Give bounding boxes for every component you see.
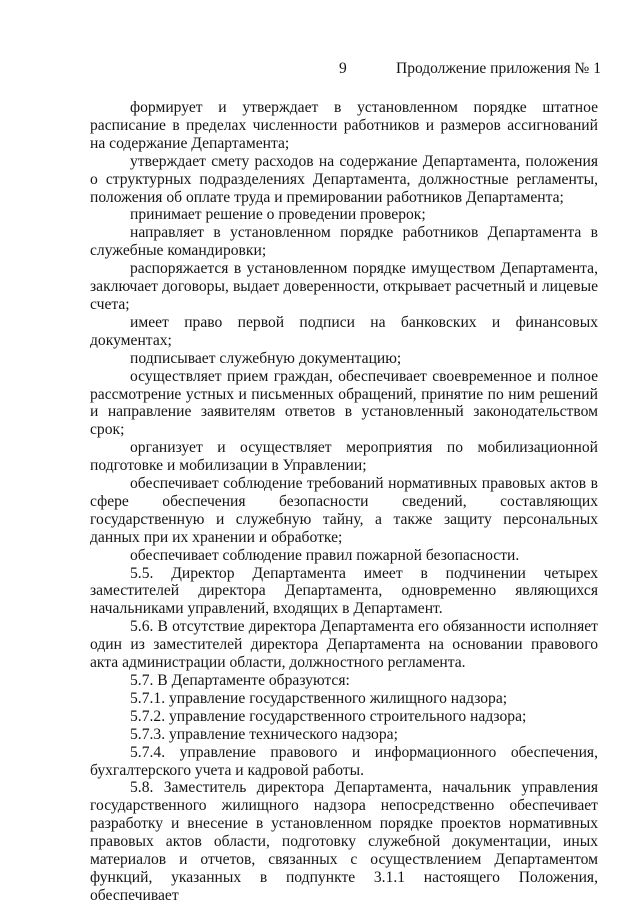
paragraph: осуществляет прием граждан, обеспечивает своевременное и полное рассмотрение устных и письменных обращений, принятие по ним решений и направление заявителям ответов в установленный законодательством срок; [90,367,598,439]
paragraph: обеспечивает соблюдение правил пожарной безопасности. [130,546,520,564]
paragraph: 5.7.1. управление государственного жилищного надзора; [130,689,508,707]
paragraph: обеспечивает соблюдение требований нормативных правовых актов в сфере обеспечения безопасности сведений, составляющих государственную и служебную тайну, а также защиту персональных данных при их хранении и обработке; [90,475,598,546]
paragraph: 5.7.4. управление правового и информационного обеспечения, бухгалтерского учета и кадровой работы. [90,743,598,779]
paragraph: 5.6. В отсутствие директора Департамента его обязанности исполняет один из заместителей директора Департамента на основании правового акта администрации области, должностного регламента. [90,618,598,672]
paragraph: формирует и утверждает в установленном порядке штатное расписание в пределах численности работников и размеров ассигнований на содержание Департамента; [90,99,598,152]
page-header [0,60,640,82]
appendix-label: Продолжение приложения № 1 [396,60,601,77]
paragraph: принимает решение о проведении проверок; [130,206,426,224]
paragraph: 5.7.3. управление технического надзора; [130,725,398,743]
paragraph: организует и осуществляет мероприятия по мобилизационной подготовке и мобилизации в Управлении; [90,439,598,475]
paragraph: 5.5. Директор Департамента имеет в подчинении четырех заместителей директора Департамента, одновременно являющихся начальниками управлений, входящих в Департамент. [90,564,598,618]
paragraph: 5.8. Заместитель директора Департамента, начальник управления государственного жилищного надзора непосредственно обеспечивает разработку и внесение в установленном порядке проектов нормативных правовых актов области, подготовку служебной документации, иных материалов и отчетов, связанных с осуществлением Департаментом функций, указанных в подпункте 3.1.1 настоящего Положения, обеспечивает [90,779,598,904]
paragraph: утверждает смету расходов на содержание Департамента, положения о структурных подразделениях Департамента, должностные регламенты, положения об оплате труда и премировании работников Департамента; [90,152,598,206]
paragraph: распоряжается в установленном порядке имуществом Департамента, заключает договоры, выдает доверенности, открывает расчетный и лицевые счета; [90,260,598,313]
document-body [90,99,598,905]
paragraph: 5.7. В Департаменте образуются: [130,672,350,689]
paragraph: имеет право первой подписи на банковских и финансовых документах; [90,313,598,349]
page-number: 9 [339,60,347,77]
paragraph: подписывает служебную документацию; [130,349,402,367]
paragraph: направляет в установленном порядке работников Департамента в служебные командировки; [90,224,598,260]
paragraph: 5.7.2. управление государственного строительного надзора; [130,707,527,725]
